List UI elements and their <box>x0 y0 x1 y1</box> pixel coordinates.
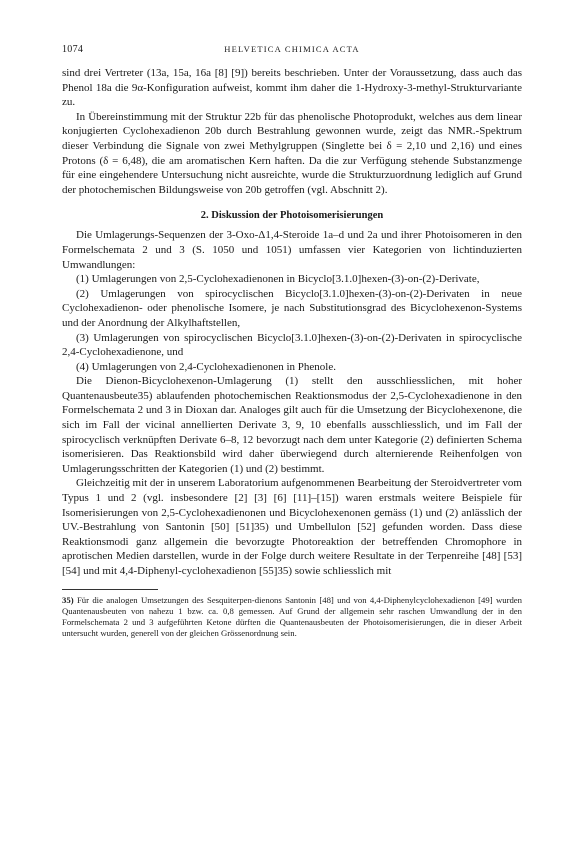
list-item-1: (1) Umlagerungen von 2,5-Cyclohexadienonen in Bicyclo[3.1.0]hexen-(3)-on-(2)-Derivate, <box>76 273 480 286</box>
footnote <box>62 595 522 639</box>
list-item-4: (4) Umlagerungen von 2,4-Cyclohexadienonen in Phenole. <box>76 360 336 373</box>
page-header <box>62 44 522 58</box>
document-page <box>62 44 522 639</box>
journal-title: HELVETICA CHIMICA ACTA <box>224 44 360 54</box>
paragraph-4: Die Dienon-Bicyclohexenon-Umlagerung (1) stellt den ausschliesslichen, mit hoher Quantenausbeute35) ablaufenden photochemischen Reaktionsmodus der 2,5-Cyclohexadienone in den Formelschemata 2 und 3 in Dioxan dar. Analoges gilt auch für die Umsetzung der Bicyclohexenone, die sich im Fall der vicinal annellierten Derivate 3, 9, 10 ebenfalls ausschliesslich, und im Fall der spirocyclisch verknüpften Derivate 6–8, 12 bevorzugt nach dem unter Kategorie (2) definierten Schema isomerisieren. Das Reaktionsbild wird daher überwiegend durch alternierende Reihenfolgen von Umlagerungsschritten der Kategorien (1) und (2) bestimmt. <box>62 375 522 475</box>
page-number: 1074 <box>62 44 84 55</box>
paragraph-2: In Übereinstimmung mit der Struktur 22b für das phenolische Photoprodukt, welches aus dem linear konjugierten Cyclohexadienon 20b durch Bestrahlung gewonnen wurde, zeigt das NMR.-Spektrum dieser Verbindung die Signale von zwei Methylgruppen (Singlette bei δ = 2,10 und 2,16) und eines Protons (δ = 6,48), die am aromatischen Kern haften. Da die zur Verfügung stehende Substanzmenge für eine eingehendere Untersuchung nicht ausreichte, wurde die Strukturzuordnung lediglich auf Grund der photochemischen Bildungsweise von 20b getroffen (vgl. Abschnitt 2). <box>62 110 522 196</box>
paragraph-3: Die Umlagerungs-Sequenzen der 3-Oxo-Δ1,4-Steroide 1a–d und 2a und ihrer Photoisomeren in den Formelschemata 2 und 3 (S. 1050 und 1051) umfassen vier Kategorien von lichtinduzierten Umwandlungen: <box>62 229 522 271</box>
paragraph-5: Gleichzeitig mit der in unserem Laboratorium aufgenommenen Bearbeitung der Steroidvertreter vom Typus 1 und 2 (vgl. insbesondere [2] [3] [6] [11]–[15]) waren erstmals weitere Beispiele für Isomerisierungen von 2,5-Cyclohexadienonen und Bicyclohexenonen gemäss (1) und (2) anlässlich der UV.-Bestrahlung von Santonin [50] [51]35) und Umbellulon [52] gefunden worden. Dass diese Reaktionsmodi ganz allgemein die bevorzugte Photoreaktion der betreffenden Chromophore in aprotischen Medien darstellen, wurde in der Folge durch weitere Resultate in der Terpenreihe [48] [53] [54] und mit 4,4-Diphenyl-cyclohexadienon [55]35) sowie schliesslich mit <box>62 477 522 577</box>
footnote-divider <box>62 589 158 590</box>
footnote-marker: 35) <box>62 594 74 605</box>
section-heading: 2. Diskussion der Photoisomerisierungen <box>200 210 384 222</box>
list-item-2: (2) Umlagerungen von spirocyclischen Bicyclo[3.1.0]hexen-(3)-on-(2)-Derivaten in neue Cyclohexadienon- oder phenolische Isomere, je nach Substitutionsgrad des Bicyclohexenon-Systems und der Anordnung der Alkylhaftstellen, <box>62 287 522 329</box>
paragraph-1: sind drei Vertreter (13a, 15a, 16a [8] [9]) bereits beschrieben. Unter der Voraussetzung, dass auch das Phenol 18a die 9α-Konfiguration aufweist, kommt ihm daher die 1-Hydroxy-3-methyl-Strukturvariante zu. <box>62 67 522 109</box>
footnote-text: Für die analogen Umsetzungen des Sesquiterpen-dienons Santonin [48] und von 4,4-Diphenylcyclohexadienon [49] wurden Quantenausbeuten von nahezu 1 bzw. ca. 0,8 gemessen. Auf Grund der allgemein sehr raschen Umwandlung der in den Formelschemata 2 und 3 aufgeführten Ketone dürften die Quantenausbeuten der Photoisomerisierungen, die in dieser Arbeit untersucht wurden, generell von der gleichen Grössenordnung sein. <box>62 594 523 638</box>
list-item-3: (3) Umlagerungen von spirocyclischen Bicyclo[3.1.0]hexen-(3)-on-(2)-Derivaten in spirocyclische 2,4-Cyclohexadienone, und <box>62 331 522 359</box>
